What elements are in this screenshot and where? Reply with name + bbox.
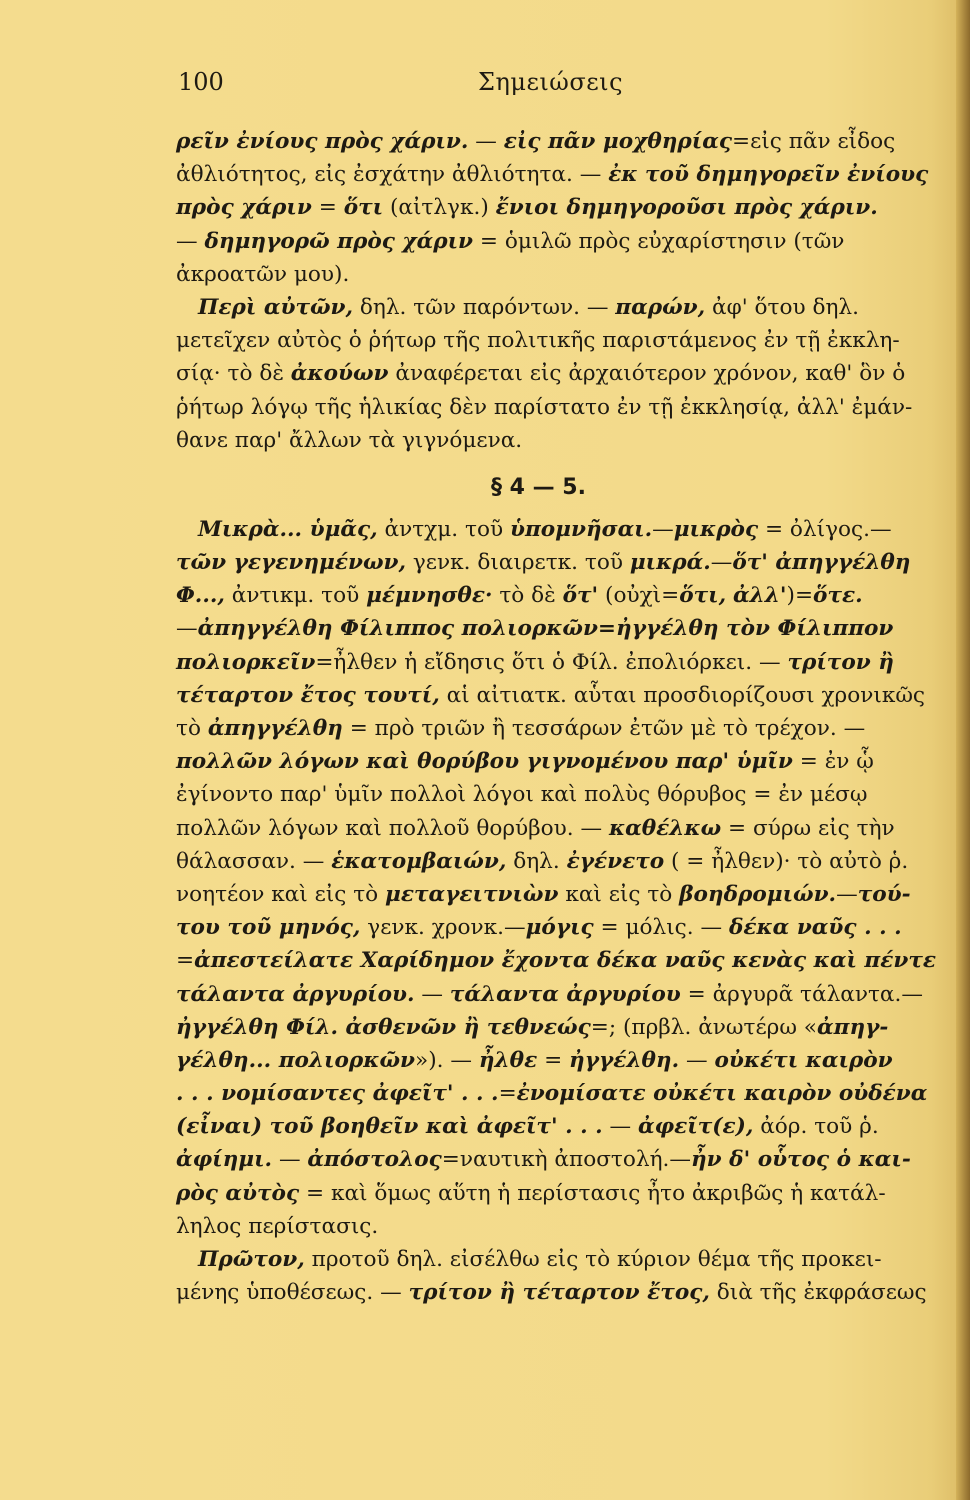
lemma-term: ἀπηγγέλθη (207, 716, 343, 741)
gloss-text: τὸ (176, 716, 208, 741)
lemma-term: (εἶναι) τοῦ βοηθεῖν καὶ ἀφεῖτ' . . . (176, 1114, 603, 1140)
gloss-text: — (176, 616, 198, 642)
gloss-text: ἀντικμ. τοῦ (224, 583, 367, 609)
text-line (176, 1044, 944, 1077)
text-line (176, 1011, 944, 1044)
text-line (176, 1143, 944, 1176)
text-line (176, 712, 944, 745)
lemma-term: τού- (857, 881, 911, 907)
gloss-text: =ἦλθεν ἡ εἴδησις ὅτι ὁ Φίλ. ἐπολιόρκει. — (315, 649, 788, 675)
text-line (176, 1110, 944, 1143)
lemma-term: του τοῦ μηνός, (176, 915, 361, 941)
gloss-text: = πρὸ τριῶν ἢ τεσσάρων ἐτῶν μὲ τὸ τρέχον. — (342, 716, 866, 741)
gloss-text: — (710, 550, 733, 576)
lemma-term: ἠγγέλθη. (569, 1047, 680, 1073)
gloss-text: — (836, 881, 858, 907)
text-line (176, 1077, 944, 1110)
text-line (176, 513, 944, 546)
gloss-text: = ἀργυρᾶ τάλαντα.— (680, 981, 923, 1007)
gloss-text: ἀθλιότητος, εἰς ἐσχάτην ἀθλιότητα. — (176, 162, 609, 188)
text-line (176, 324, 944, 357)
lemma-term: ἔνιοι δημηγοροῦσι πρὸς χάριν. (495, 195, 878, 221)
lemma-term: ὑπομνῆσαι. (509, 516, 653, 542)
lemma-term: μικρὸς (673, 516, 759, 542)
gloss-text: προτοῦ δηλ. εἰσέλθω εἰς τὸ κύριον θέμα τῆς προκει- (304, 1247, 882, 1272)
text-line (176, 878, 944, 911)
gloss-text: (αἰτλγκ.) (383, 195, 496, 221)
gloss-text: πολλῶν λόγων καὶ πολλοῦ θορύβου. — (176, 815, 609, 841)
gloss-text: ἀφ' ὅτου δηλ. (705, 294, 859, 320)
text-line (176, 546, 944, 579)
text-line (176, 291, 944, 324)
lemma-term: μέμνησθε· (366, 583, 493, 609)
page-number: 100 (178, 68, 224, 96)
lemma-term: παρών, (615, 294, 706, 320)
lemma-term: εἰς πᾶν μοχθηρίας (503, 129, 733, 154)
lemma-term: πολλῶν λόγων καὶ θορύβου γιγνομένου παρ' ὑμῖν (176, 749, 793, 775)
text-line (176, 911, 944, 944)
gloss-text: μετεῖχεν αὐτὸς ὁ ῥήτωρ τῆς πολιτικῆς παριστάμενος ἐν τῇ ἐκκλη- (176, 328, 900, 354)
gloss-text: γενκ. διαιρετκ. τοῦ (406, 550, 630, 576)
gloss-text: ( = ἦλθεν)· τὸ αὐτὸ ῥ. (664, 848, 909, 874)
lemma-term: Πρῶτον, (198, 1247, 305, 1272)
gloss-text (726, 583, 733, 608)
lemma-term: ἐκ τοῦ δημηγορεῖν ἐνίους (608, 162, 929, 188)
text-line (176, 778, 944, 811)
text-line (176, 424, 944, 457)
lemma-term: ἀφεῖτ(ε), (638, 1114, 754, 1140)
lemma-term: ἀλλ' (733, 583, 787, 609)
gloss-text: — (468, 129, 504, 154)
lemma-term: οὐκέτι καιρὸν (714, 1047, 893, 1073)
gloss-text: γενκ. χρονκ.— (360, 915, 526, 941)
gloss-text: ῥήτωρ λόγῳ τῆς ἡλικίας δὲν παρίστατο ἐν τῇ ἐκκλησίᾳ, ἀλλ' ἐμάν- (176, 394, 913, 420)
gloss-text: — (602, 1114, 639, 1140)
lemma-term: πολιορκεῖν (176, 649, 316, 675)
lemma-term: τάλαντα ἀργυρίου. (176, 981, 415, 1007)
lemma-term: ρεῖν ἐνίους πρὸς χάριν. (176, 129, 469, 154)
text-line (176, 944, 944, 977)
gloss-text: ἀκροατῶν μου). (176, 261, 350, 287)
lemma-term: ὅτ' (562, 583, 599, 609)
lemma-term: μεταγειτνιὼν (385, 881, 559, 907)
lemma-term: πρὸς χάριν (176, 195, 312, 221)
lemma-term: ὅτε. (813, 583, 863, 609)
lemma-term: βοηδρομιών. (679, 881, 837, 907)
lemma-term: ὅτι (343, 195, 384, 221)
gloss-text: καὶ εἰς τὸ (558, 881, 680, 907)
gloss-text: ληλος περίστασις. (176, 1213, 379, 1239)
gloss-text: — (679, 1047, 715, 1073)
gloss-text: »). — (415, 1047, 479, 1073)
gloss-text: αἱ αἰτιατκ. αὗται προσδιορίζουσι χρονικῶς (439, 682, 926, 708)
gloss-text: νοητέον καὶ εἰς τὸ (176, 881, 386, 907)
text-line (176, 225, 944, 258)
text-line (176, 158, 944, 191)
section-heading: § 4 — 5. (491, 474, 586, 500)
text-line (176, 191, 944, 224)
lemma-term: ἀπηγγέλθη Φίλιππος πολιορκῶν=ἠγγέλθη τὸν Φίλιππον (197, 616, 894, 642)
lemma-term: καθέλκω (608, 815, 722, 841)
lemma-term: ἐνομίσατε οὐκέτι καιρὸν οὐδένα (516, 1081, 928, 1107)
lemma-term: ἀφίημι. (176, 1147, 273, 1173)
text-line (176, 978, 944, 1011)
gloss-text: — (176, 228, 205, 254)
text-line (176, 125, 944, 158)
lemma-term: μόγις (525, 915, 594, 941)
gloss-text: θάλασσαν. — (176, 848, 332, 874)
gloss-text: = (176, 948, 195, 974)
page-edge-shadow (956, 0, 970, 1500)
lemma-term: ἐγένετο (566, 848, 665, 874)
gloss-text: =; (πρβλ. ἀνωτέρω « (590, 1014, 818, 1040)
lemma-term: ὅτ' ἀπηγγέλθη (732, 550, 911, 576)
lemma-term: ἀπόστολος (307, 1147, 442, 1173)
lemma-term: μικρά. (629, 550, 711, 576)
lemma-term: ἑκατομβαιών, (331, 848, 507, 874)
page-header (178, 68, 918, 104)
lemma-term: δημηγορῶ πρὸς χάριν (204, 228, 474, 254)
running-title: Σημειώσεις (478, 68, 624, 96)
text-line (176, 845, 944, 878)
gloss-text: ἀόρ. τοῦ ῥ. (753, 1114, 879, 1140)
text-line (176, 258, 944, 291)
text-line (176, 1276, 944, 1309)
lemma-term: τρίτον ἢ τέταρτον ἔτος, (408, 1280, 710, 1306)
gloss-text: ἀντχμ. τοῦ (377, 516, 510, 542)
lemma-term: ἦν δ' οὗτος ὁ και- (690, 1147, 911, 1173)
lemma-term: γέλθη... πολιορκῶν (176, 1047, 415, 1073)
text-line (176, 612, 944, 645)
text-line (176, 679, 944, 712)
lemma-term: τῶν γεγενημένων, (176, 550, 407, 576)
gloss-text: =εἰς πᾶν εἶδος (732, 129, 896, 154)
body-text (176, 125, 944, 1309)
gloss-text: = μόλις. — (593, 915, 729, 941)
lemma-term: . . . νομίσαντες ἀφεῖτ' . . . (176, 1081, 499, 1107)
gloss-text: = (498, 1081, 517, 1107)
lemma-term: δέκα ναῦς . . . (728, 915, 902, 941)
text-line (176, 646, 944, 679)
text-line (176, 1243, 944, 1276)
gloss-text: μένης ὑποθέσεως. — (176, 1280, 409, 1306)
gloss-text: — (414, 981, 450, 1007)
gloss-text: = (311, 195, 344, 221)
gloss-text: δηλ. τῶν παρόντων. — (353, 294, 616, 320)
gloss-text: δηλ. (506, 848, 567, 874)
lemma-term: τάλαντα ἀργυρίου (449, 981, 681, 1007)
text-line (176, 1210, 944, 1243)
text-line (176, 391, 944, 424)
lemma-term: ρὸς αὐτὸς (176, 1180, 300, 1206)
gloss-text: =ναυτικὴ ἀποστολή.— (441, 1147, 691, 1173)
text-line (176, 357, 944, 390)
text-line (176, 745, 944, 778)
gloss-text: τὸ δὲ (492, 583, 563, 609)
lemma-term: ὅτι, (679, 583, 727, 609)
gloss-text: = ἐν ᾧ (792, 749, 874, 775)
lemma-term: ἀκούων (290, 361, 389, 387)
lemma-term: Μικρὰ... ὑμᾶς, (198, 516, 378, 542)
gloss-text: ἐγίνοντο παρ' ὑμῖν πολλοὶ λόγοι καὶ πολὺς θόρυβος = ἐν μέσῳ (176, 782, 868, 808)
gloss-text: )= (786, 583, 814, 609)
text-line (176, 812, 944, 845)
gloss-text: διὰ τῆς ἐκφράσεως (709, 1280, 927, 1306)
gloss-text: = ὁμιλῶ πρὸς εὐχαρίστησιν (τῶν (473, 228, 845, 254)
gloss-text: θανε παρ' ἄλλων τὰ γιγνόμενα. (176, 427, 523, 453)
lemma-term: ἀπεστείλατε Χαρίδημον ἔχοντα δέκα ναῦς κενὰς καὶ πέντε (194, 948, 936, 974)
text-line (176, 1177, 944, 1210)
lemma-term: Περὶ αὐτῶν, (198, 294, 354, 320)
lemma-term: ἠγγέλθη Φίλ. ἀσθενῶν ἢ τεθνεώς (176, 1014, 591, 1040)
lemma-term: ἦλθε (478, 1047, 538, 1073)
lemma-term: Φ..., (176, 583, 225, 609)
text-line (176, 579, 944, 612)
lemma-term: τρίτον ἢ (787, 649, 894, 675)
gloss-text: = (537, 1047, 570, 1073)
gloss-text: σίᾳ· τὸ δὲ (176, 361, 291, 387)
gloss-text: (οὐχὶ= (598, 583, 680, 609)
gloss-text: ἀναφέρεται εἰς ἀρχαιότερον χρόνον, καθ' ὃν ὁ (388, 361, 906, 387)
gloss-text: = ὀλίγος.— (758, 516, 892, 542)
lemma-term: τέταρτον ἔτος τουτί, (176, 682, 440, 708)
gloss-text: = σύρω εἰς τὴν (721, 815, 895, 841)
gloss-text: — (652, 516, 674, 542)
lemma-term: ἀπηγ- (817, 1014, 889, 1040)
gloss-text: — (272, 1147, 308, 1173)
gloss-text: = καὶ ὅμως αὕτη ἡ περίστασις ἦτο ἀκριβῶς ἡ κατάλ- (299, 1180, 886, 1206)
